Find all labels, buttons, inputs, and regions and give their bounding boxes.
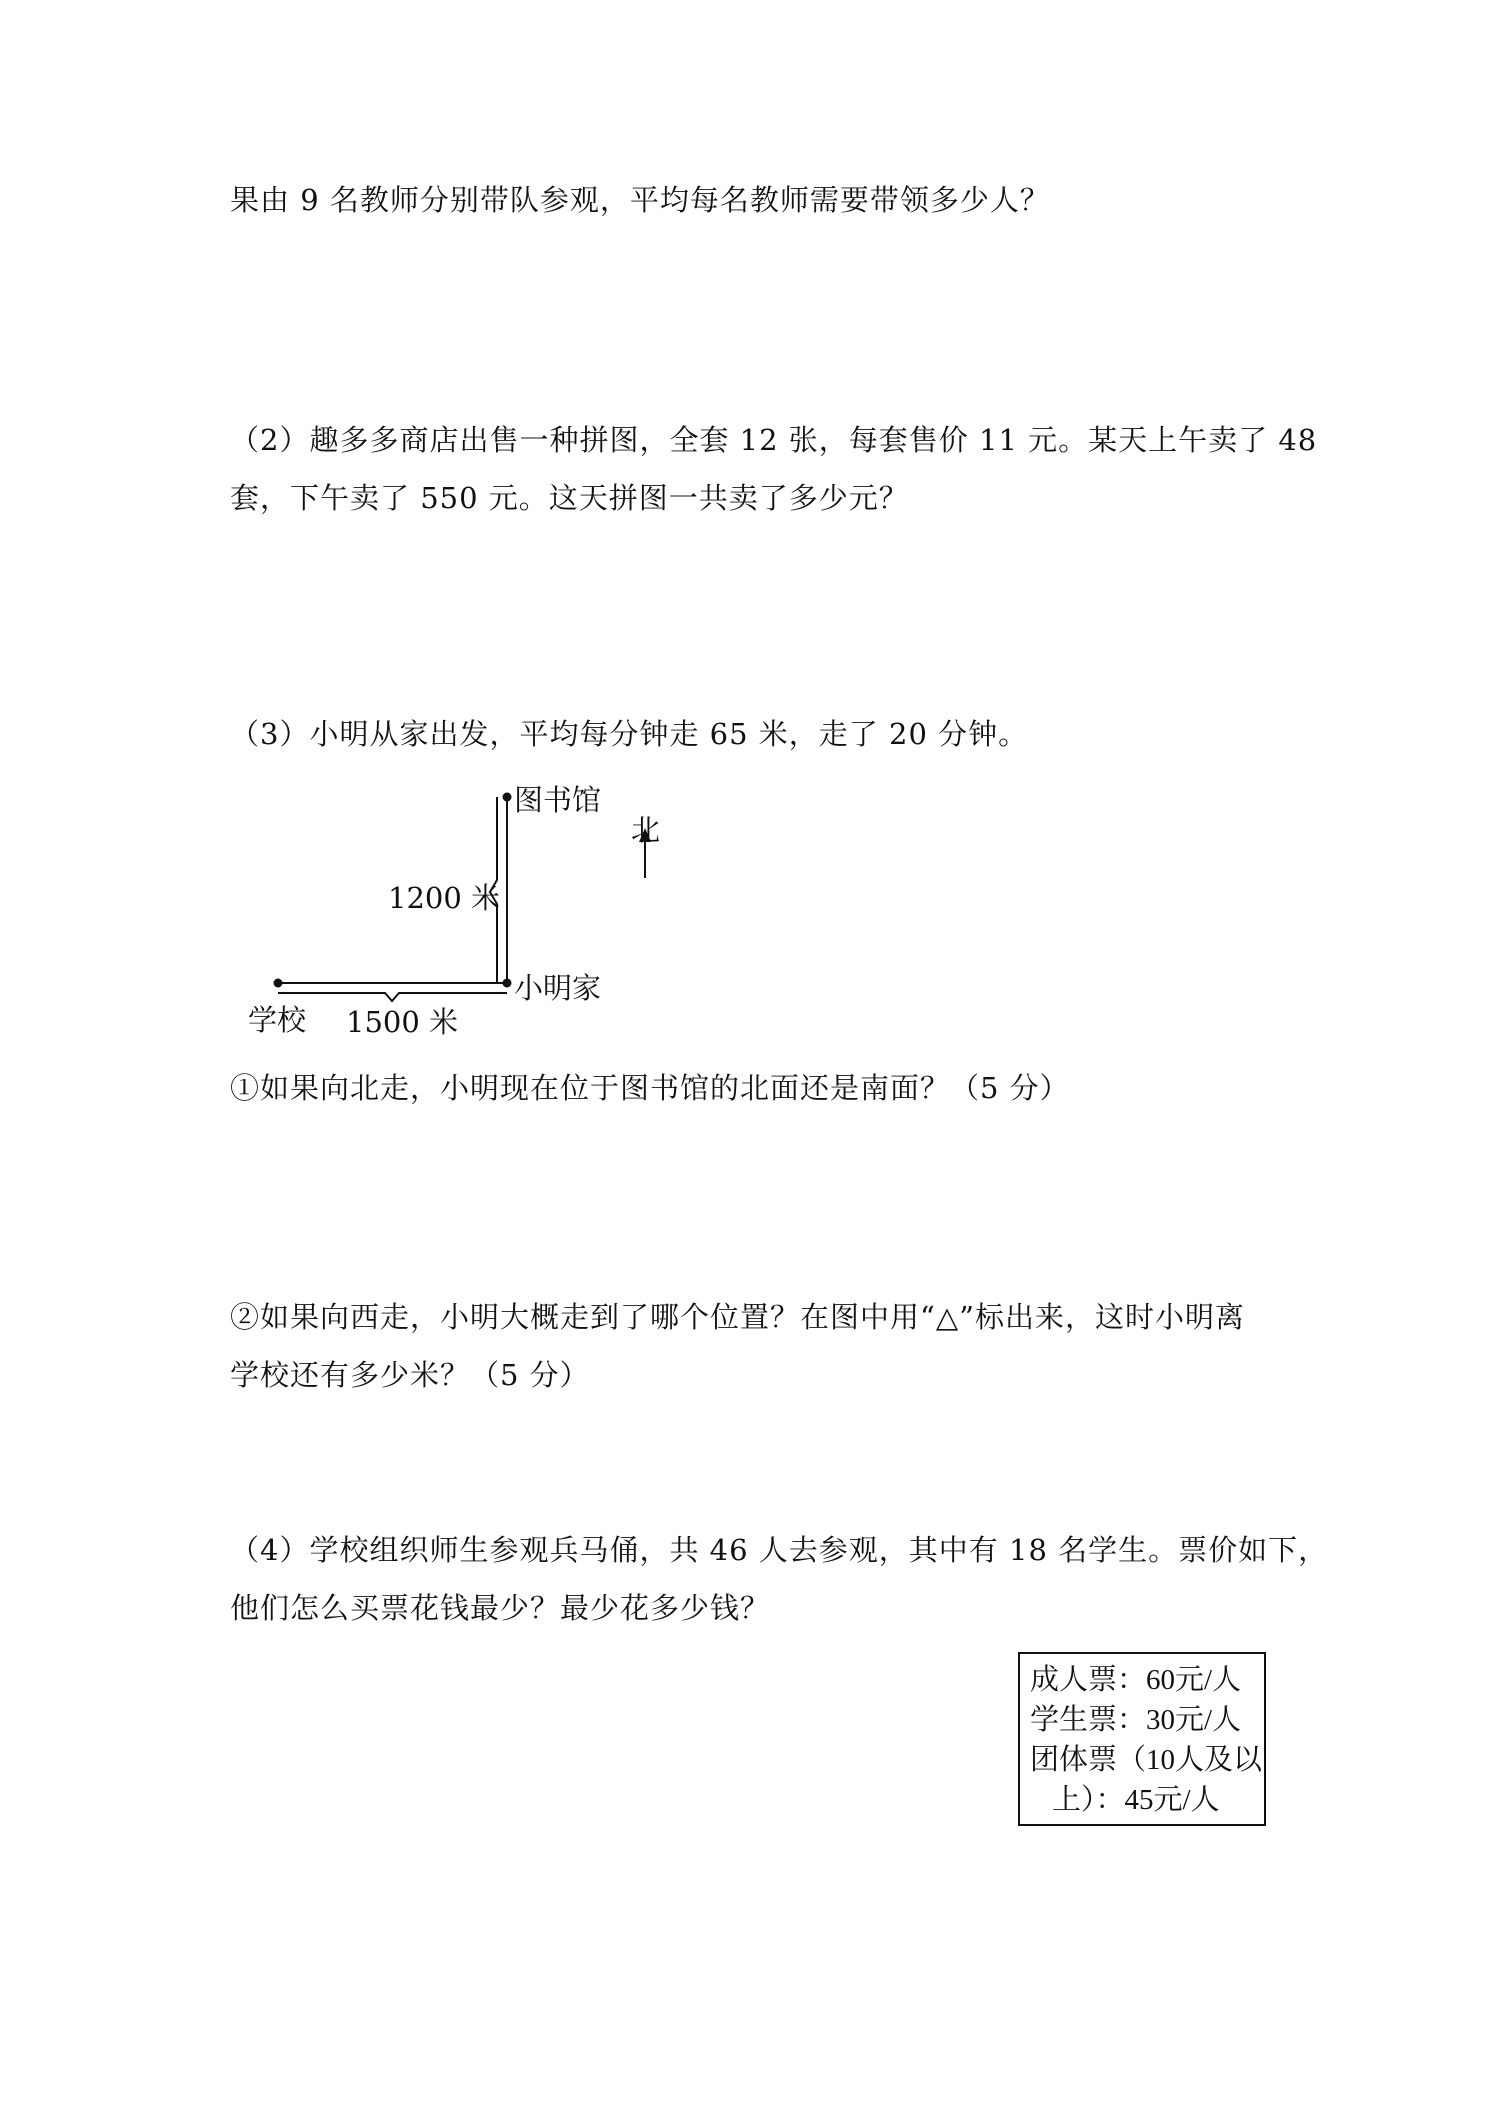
route-diagram — [240, 770, 700, 1040]
ticket-adult: 成人票：60元/人 — [1030, 1664, 1242, 1696]
q3-sub1: ①如果向北走，小明现在位于图书馆的北面还是南面？（5 分） — [230, 1071, 1070, 1105]
q4-line-1: （4）学校组织师生参观兵马俑，共 46 人去参观，其中有 18 名学生。票价如下， — [230, 1533, 1329, 1567]
q3-sub2-line-2: 学校还有多少米？（5 分） — [230, 1358, 590, 1392]
label-1500m: 1500 米 — [346, 1005, 459, 1039]
school-dot — [274, 979, 283, 988]
q1-tail-text: 果由 9 名教师分别带队参观，平均每名教师需要带领多少人？ — [230, 183, 1050, 217]
label-school: 学校 — [248, 1003, 307, 1037]
label-north: 北 — [631, 813, 661, 847]
label-library: 图书馆 — [514, 783, 602, 817]
label-1200m: 1200 米 — [388, 881, 501, 915]
ticket-group-line-2: 上）：45元/人 — [1052, 1784, 1220, 1816]
q2-line-2: 套，下午卖了 550 元。这天拼图一共卖了多少元？ — [230, 481, 909, 515]
label-home: 小明家 — [514, 971, 602, 1005]
q2-line-1: （2）趣多多商店出售一种拼图，全套 12 张，每套售价 11 元。某天上午卖了 48 — [230, 423, 1318, 457]
library-dot — [503, 793, 512, 802]
q3-sub2-line-1: ②如果向西走，小明大概走到了哪个位置？在图中用“△”标出来，这时小明离 — [230, 1300, 1245, 1334]
q3-intro: （3）小明从家出发，平均每分钟走 65 米，走了 20 分钟。 — [230, 717, 1029, 751]
home-dot — [503, 979, 512, 988]
q4-line-2: 他们怎么买票花钱最少？最少花多少钱？ — [230, 1591, 771, 1625]
ticket-price-box — [1018, 1652, 1266, 1826]
ticket-student: 学生票：30元/人 — [1030, 1704, 1242, 1736]
ticket-group-line-1: 团体票（10人及以 — [1030, 1744, 1263, 1776]
